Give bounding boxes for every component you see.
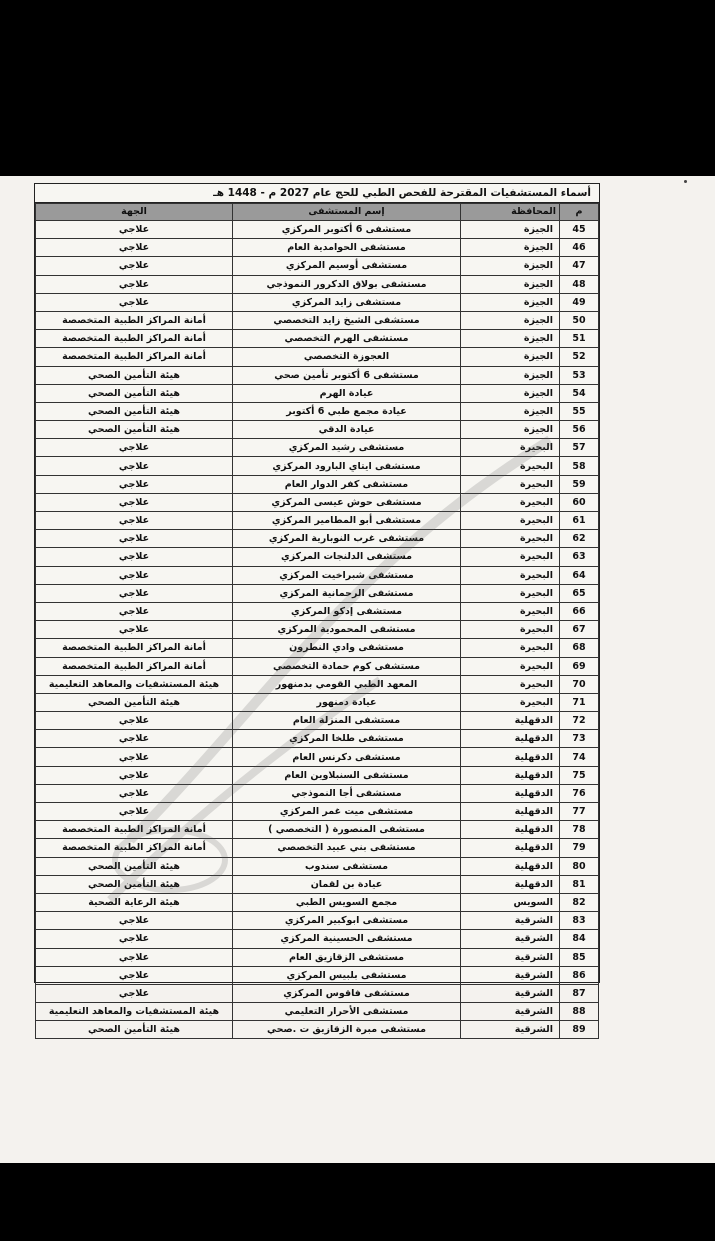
table-row	[36, 602, 599, 620]
row-number: 75	[560, 766, 599, 784]
table-row	[36, 439, 599, 457]
row-hospital: مستشفى الشيخ زايد التخصصي	[233, 311, 461, 329]
row-hospital: مستشفى رشيد المركزي	[233, 439, 461, 457]
row-body: علاجي	[36, 948, 233, 966]
row-body: علاجي	[36, 712, 233, 730]
table-row	[36, 257, 599, 275]
row-hospital: مستشفى مبرة الزقازيق ت .صحي	[233, 1021, 461, 1039]
row-governorate: الدقهلية	[461, 821, 560, 839]
speck-mark	[684, 180, 687, 183]
row-number: 82	[560, 893, 599, 911]
row-governorate: الجيزة	[461, 239, 560, 257]
row-number: 68	[560, 639, 599, 657]
row-body: علاجي	[36, 275, 233, 293]
row-body: علاجي	[36, 966, 233, 984]
row-governorate: الجيزة	[461, 402, 560, 420]
row-governorate: البحيرة	[461, 512, 560, 530]
top-black-bar	[0, 0, 715, 176]
row-hospital: مستشفى زايد المركزي	[233, 293, 461, 311]
row-number: 53	[560, 366, 599, 384]
table-row	[36, 784, 599, 802]
row-governorate: الدقهلية	[461, 784, 560, 802]
row-body: هيئة التأمين الصحي	[36, 693, 233, 711]
row-body: هيئة التأمين الصحي	[36, 384, 233, 402]
table-row	[36, 402, 599, 420]
row-hospital: مستشفى سندوب	[233, 857, 461, 875]
row-governorate: الشرقية	[461, 984, 560, 1002]
row-body: علاجي	[36, 748, 233, 766]
row-number: 48	[560, 275, 599, 293]
row-governorate: البحيرة	[461, 493, 560, 511]
table-row	[36, 584, 599, 602]
row-governorate: البحيرة	[461, 566, 560, 584]
row-number: 61	[560, 512, 599, 530]
row-hospital: عيادة بن لقمان	[233, 875, 461, 893]
table-row	[36, 639, 599, 657]
row-hospital: مستشفى كوم حمادة التخصصي	[233, 657, 461, 675]
row-number: 81	[560, 875, 599, 893]
row-number: 71	[560, 693, 599, 711]
table-row	[36, 748, 599, 766]
row-governorate: الشرقية	[461, 912, 560, 930]
row-governorate: الجيزة	[461, 421, 560, 439]
row-governorate: السويس	[461, 893, 560, 911]
row-body: علاجي	[36, 548, 233, 566]
row-governorate: البحيرة	[461, 530, 560, 548]
row-number: 67	[560, 621, 599, 639]
header-body: الجهة	[36, 204, 233, 221]
row-number: 64	[560, 566, 599, 584]
row-governorate: البحيرة	[461, 621, 560, 639]
row-hospital: مستشفى ابوكبير المركزي	[233, 912, 461, 930]
table-row	[36, 475, 599, 493]
table-row	[36, 421, 599, 439]
row-number: 50	[560, 311, 599, 329]
row-number: 56	[560, 421, 599, 439]
table-row	[36, 839, 599, 857]
row-body: أمانة المراكز الطبية المتخصصة	[36, 657, 233, 675]
row-governorate: الشرقية	[461, 966, 560, 984]
row-number: 70	[560, 675, 599, 693]
table-row	[36, 712, 599, 730]
row-governorate: البحيرة	[461, 439, 560, 457]
row-hospital: مستشفى 6 أكتوبر تأمين صحي	[233, 366, 461, 384]
row-governorate: البحيرة	[461, 548, 560, 566]
row-number: 89	[560, 1021, 599, 1039]
row-body: علاجي	[36, 566, 233, 584]
row-hospital: مستشفى الأحرار التعليمي	[233, 1003, 461, 1021]
table-row	[36, 512, 599, 530]
row-hospital: مستشفى طلخا المركزي	[233, 730, 461, 748]
row-body: أمانة المراكز الطبية المتخصصة	[36, 839, 233, 857]
table-row	[36, 275, 599, 293]
table-row	[36, 548, 599, 566]
row-body: أمانة المراكز الطبية المتخصصة	[36, 330, 233, 348]
row-number: 79	[560, 839, 599, 857]
row-number: 72	[560, 712, 599, 730]
row-number: 78	[560, 821, 599, 839]
row-governorate: البحيرة	[461, 602, 560, 620]
row-governorate: البحيرة	[461, 639, 560, 657]
row-hospital: مستشفى ميت غمر المركزي	[233, 803, 461, 821]
row-body: علاجي	[36, 530, 233, 548]
row-body: علاجي	[36, 512, 233, 530]
row-governorate: الدقهلية	[461, 857, 560, 875]
row-body: هيئة التأمين الصحي	[36, 402, 233, 420]
row-number: 62	[560, 530, 599, 548]
row-hospital: مستشفى الحسينية المركزي	[233, 930, 461, 948]
row-hospital: مستشفى بولاق الدكرور النموذجي	[233, 275, 461, 293]
row-hospital: عيادة الدقي	[233, 421, 461, 439]
row-governorate: الجيزة	[461, 366, 560, 384]
row-number: 86	[560, 966, 599, 984]
row-body: علاجي	[36, 257, 233, 275]
row-governorate: الشرقية	[461, 948, 560, 966]
row-governorate: الجيزة	[461, 257, 560, 275]
row-governorate: الجيزة	[461, 221, 560, 239]
row-body: علاجي	[36, 584, 233, 602]
row-governorate: الدقهلية	[461, 766, 560, 784]
row-body: هيئة المستشفيات والمعاهد التعليمية	[36, 1003, 233, 1021]
row-hospital: مجمع السويس الطبي	[233, 893, 461, 911]
row-governorate: الجيزة	[461, 275, 560, 293]
row-body: أمانة المراكز الطبية المتخصصة	[36, 348, 233, 366]
row-number: 66	[560, 602, 599, 620]
row-hospital: مستشفى المحمودية المركزي	[233, 621, 461, 639]
row-governorate: البحيرة	[461, 475, 560, 493]
row-governorate: البحيرة	[461, 584, 560, 602]
table-row	[36, 293, 599, 311]
row-hospital: مستشفى بني عبيد التخصصي	[233, 839, 461, 857]
row-body: علاجي	[36, 730, 233, 748]
table-row	[36, 657, 599, 675]
table-row	[36, 384, 599, 402]
row-hospital: مستشفى الزقازيق العام	[233, 948, 461, 966]
row-body: هيئة التأمين الصحي	[36, 421, 233, 439]
row-number: 49	[560, 293, 599, 311]
row-body: هيئة التأمين الصحي	[36, 366, 233, 384]
row-number: 76	[560, 784, 599, 802]
row-body: علاجي	[36, 803, 233, 821]
row-governorate: الدقهلية	[461, 875, 560, 893]
row-body: هيئة المستشفيات والمعاهد التعليمية	[36, 675, 233, 693]
row-governorate: الشرقية	[461, 930, 560, 948]
row-body: علاجي	[36, 457, 233, 475]
table-row	[36, 803, 599, 821]
row-governorate: الشرقية	[461, 1021, 560, 1039]
bottom-black-bar	[0, 1163, 715, 1241]
row-hospital: مستشفى ايتاي البارود المركزي	[233, 457, 461, 475]
row-number: 57	[560, 439, 599, 457]
table-row	[36, 566, 599, 584]
table-row	[36, 348, 599, 366]
table-row	[36, 912, 599, 930]
row-hospital: مستشفى الهرم التخصصي	[233, 330, 461, 348]
row-body: هيئة التأمين الصحي	[36, 1021, 233, 1039]
row-body: أمانة المراكز الطبية المتخصصة	[36, 821, 233, 839]
row-hospital: مستشفى غرب النوبارية المركزي	[233, 530, 461, 548]
row-hospital: عيادة دمنهور	[233, 693, 461, 711]
header-governorate: المحافظة	[461, 204, 560, 221]
table-row	[36, 730, 599, 748]
table-row	[36, 821, 599, 839]
row-body: علاجي	[36, 221, 233, 239]
row-body: علاجي	[36, 912, 233, 930]
table-body	[36, 221, 599, 1039]
row-body: علاجي	[36, 493, 233, 511]
row-number: 85	[560, 948, 599, 966]
row-governorate: الجيزة	[461, 293, 560, 311]
row-number: 47	[560, 257, 599, 275]
row-governorate: البحيرة	[461, 693, 560, 711]
row-body: علاجي	[36, 239, 233, 257]
row-number: 84	[560, 930, 599, 948]
row-hospital: مستشفى أوسيم المركزي	[233, 257, 461, 275]
row-number: 73	[560, 730, 599, 748]
row-number: 51	[560, 330, 599, 348]
row-body: علاجي	[36, 439, 233, 457]
row-governorate: البحيرة	[461, 675, 560, 693]
table-row	[36, 493, 599, 511]
row-hospital: مستشفى إدكو المركزي	[233, 602, 461, 620]
row-number: 83	[560, 912, 599, 930]
table-row	[36, 1003, 599, 1021]
row-number: 63	[560, 548, 599, 566]
row-hospital: مستشفى الرحمانية المركزي	[233, 584, 461, 602]
row-body: علاجي	[36, 621, 233, 639]
row-governorate: الدقهلية	[461, 730, 560, 748]
row-number: 60	[560, 493, 599, 511]
row-number: 59	[560, 475, 599, 493]
table-row	[36, 966, 599, 984]
row-hospital: مستشفى دكرنس العام	[233, 748, 461, 766]
row-number: 77	[560, 803, 599, 821]
row-governorate: الدقهلية	[461, 839, 560, 857]
row-hospital: مستشفى شبراخيت المركزي	[233, 566, 461, 584]
table-row	[36, 530, 599, 548]
row-body: علاجي	[36, 602, 233, 620]
table-row	[36, 621, 599, 639]
row-hospital: مستشفى الدلنجات المركزي	[233, 548, 461, 566]
table-row	[36, 857, 599, 875]
table-row	[36, 693, 599, 711]
row-hospital: مستشفى أجا النموذجي	[233, 784, 461, 802]
row-number: 88	[560, 1003, 599, 1021]
row-hospital: مستشفى بلبيس المركزي	[233, 966, 461, 984]
row-body: علاجي	[36, 984, 233, 1002]
row-body: علاجي	[36, 930, 233, 948]
row-body: علاجي	[36, 766, 233, 784]
hospital-list-document	[34, 183, 600, 1036]
row-hospital: مستشفى المنصورة ( التخصصي )	[233, 821, 461, 839]
table-row	[36, 330, 599, 348]
row-hospital: مستشفى المنزلة العام	[233, 712, 461, 730]
row-hospital: العجوزة التخصصي	[233, 348, 461, 366]
row-governorate: الدقهلية	[461, 748, 560, 766]
table-row	[36, 239, 599, 257]
row-number: 74	[560, 748, 599, 766]
table-row	[36, 366, 599, 384]
row-governorate: الجيزة	[461, 330, 560, 348]
row-governorate: البحيرة	[461, 457, 560, 475]
row-body: علاجي	[36, 784, 233, 802]
row-number: 46	[560, 239, 599, 257]
row-number: 52	[560, 348, 599, 366]
header-hospital: إسم المستشفى	[233, 204, 461, 221]
table-row	[36, 948, 599, 966]
row-number: 65	[560, 584, 599, 602]
table-row	[36, 1021, 599, 1039]
row-body: علاجي	[36, 293, 233, 311]
hospital-table	[35, 203, 599, 1039]
row-hospital: عيادة مجمع طبي 6 أكتوبر	[233, 402, 461, 420]
table-row	[36, 221, 599, 239]
table-row	[36, 766, 599, 784]
row-hospital: مستشفى حوش عيسى المركزي	[233, 493, 461, 511]
row-number: 55	[560, 402, 599, 420]
row-governorate: الجيزة	[461, 384, 560, 402]
header-number: م	[560, 204, 599, 221]
document-title: أسماء المستشفيات المقترحة للفحص الطبي للحج عام 2027 م - 1448 هـ	[35, 184, 599, 203]
row-hospital: عيادة الهرم	[233, 384, 461, 402]
row-hospital: المعهد الطبي القومي بدمنهور	[233, 675, 461, 693]
table-row	[36, 875, 599, 893]
row-number: 69	[560, 657, 599, 675]
row-number: 54	[560, 384, 599, 402]
row-governorate: الجيزة	[461, 348, 560, 366]
table-row	[36, 893, 599, 911]
row-body: هيئة الرعاية الصحية	[36, 893, 233, 911]
table-row	[36, 457, 599, 475]
row-body: علاجي	[36, 475, 233, 493]
row-hospital: مستشفى الحوامدية العام	[233, 239, 461, 257]
row-hospital: مستشفى أبو المطامير المركزي	[233, 512, 461, 530]
table-row	[36, 675, 599, 693]
row-body: أمانة المراكز الطبية المتخصصة	[36, 311, 233, 329]
table-row	[36, 930, 599, 948]
row-hospital: مستشفى وادي النطرون	[233, 639, 461, 657]
table-row	[36, 311, 599, 329]
row-governorate: البحيرة	[461, 657, 560, 675]
row-body: أمانة المراكز الطبية المتخصصة	[36, 639, 233, 657]
table-row	[36, 984, 599, 1002]
row-number: 80	[560, 857, 599, 875]
row-hospital: مستشفى فاقوس المركزي	[233, 984, 461, 1002]
row-body: هيئة التأمين الصحي	[36, 875, 233, 893]
row-governorate: الجيزة	[461, 311, 560, 329]
row-number: 58	[560, 457, 599, 475]
row-governorate: الدقهلية	[461, 712, 560, 730]
table-header-row	[36, 204, 599, 221]
row-number: 45	[560, 221, 599, 239]
row-number: 87	[560, 984, 599, 1002]
row-body: هيئة التأمين الصحي	[36, 857, 233, 875]
row-hospital: مستشفى 6 أكتوبر المركزي	[233, 221, 461, 239]
row-governorate: الشرقية	[461, 1003, 560, 1021]
row-hospital: مستشفى كفر الدوار العام	[233, 475, 461, 493]
row-governorate: الدقهلية	[461, 803, 560, 821]
row-hospital: مستشفى السنبلاوين العام	[233, 766, 461, 784]
